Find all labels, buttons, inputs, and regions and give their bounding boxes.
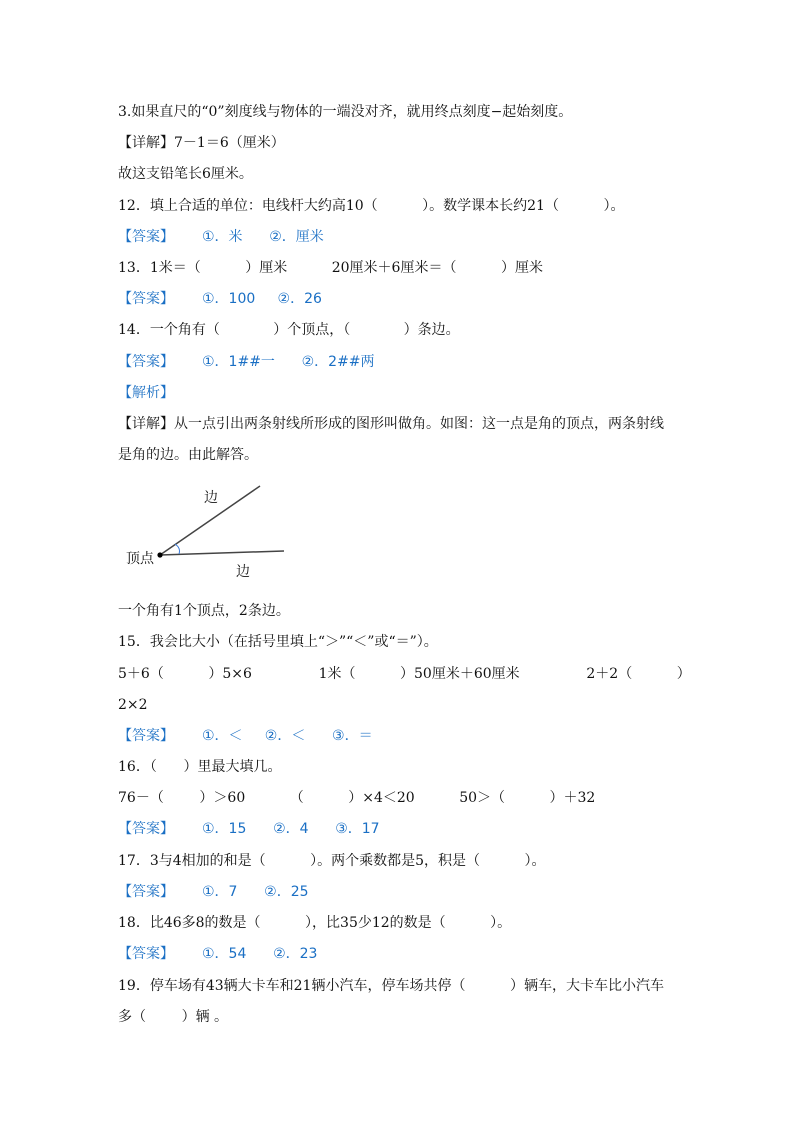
question-15: 15．我会比大小（在括号里填上“＞”“＜”或“＝”）。 xyxy=(118,634,438,650)
answer-17: ①．7 ②．25 xyxy=(202,884,309,900)
question-15-items: 5＋6（ ）5×6 1米（ ）50厘米＋60厘米 2＋2（ ） xyxy=(118,666,691,682)
answer-18: ①．54 ②．23 xyxy=(202,946,318,962)
text-line: 【详解】从一点引出两条射线所形成的图形叫做角。如图：这一点是角的顶点，两条射线 xyxy=(118,416,664,432)
question-18: 18．比46多8的数是（ ），比35少12的数是（ ）。 xyxy=(118,915,512,931)
side-label-top: 边 xyxy=(204,490,218,506)
answer-13: ①．100 ②．26 xyxy=(202,291,322,307)
text-line: 【详解】7－1＝6（厘米） xyxy=(118,135,285,151)
answer-label: 【答案】 xyxy=(118,946,174,962)
angle-diagram xyxy=(118,478,318,588)
question-14: 14．一个角有（ ）个顶点，（ ）条边。 xyxy=(118,322,460,338)
answer-label: 【答案】 xyxy=(118,728,174,744)
question-13: 13．1米＝（ ）厘米 20厘米＋6厘米＝（ ）厘米 xyxy=(118,260,543,276)
question-17: 17．3与4相加的和是（ ）。两个乘数都是5，积是（ ）。 xyxy=(118,853,546,869)
question-15-items: 2×2 xyxy=(118,697,148,713)
question-19-cont: 多（ ）辆 。 xyxy=(118,1009,229,1025)
answer-15: ①．＜ ②．＜ ③．＝ xyxy=(202,728,373,744)
vertex-label: 顶点 xyxy=(126,551,154,567)
text-line: 一个角有1个顶点，2条边。 xyxy=(118,603,290,619)
answer-label: 【答案】 xyxy=(118,821,174,837)
answer-12: ①．米 ②．厘米 xyxy=(202,229,324,245)
question-12: 12．填上合适的单位：电线杆大约高10（ ）。数学课本长约21（ ）。 xyxy=(118,198,625,214)
question-16-items: 76－（ ）＞60 （ ）×4＜20 50＞（ ）＋32 xyxy=(118,790,596,806)
text-line: 是角的边。由此解答。 xyxy=(118,447,258,463)
text-line: 3.如果直尺的“0”刻度线与物体的一端没对齐，就用终点刻度−起始刻度。 xyxy=(118,104,573,120)
vertex-dot xyxy=(157,552,162,557)
answer-label: 【答案】 xyxy=(118,229,174,245)
answer-label: 【答案】 xyxy=(118,291,174,307)
question-19: 19．停车场有43辆大卡车和21辆小汽车，停车场共停（ ）辆车，大卡车比小汽车 xyxy=(118,978,664,994)
answer-14: ①．1##一 ②．2##两 xyxy=(202,354,375,370)
answer-label: 【答案】 xyxy=(118,884,174,900)
answer-16: ①．15 ②．4 ③．17 xyxy=(202,821,380,837)
text-line: 故这支铅笔长6厘米。 xyxy=(118,166,253,182)
analysis-label: 【解析】 xyxy=(118,385,174,401)
side-label-bottom: 边 xyxy=(236,564,250,580)
answer-label: 【答案】 xyxy=(118,354,174,370)
question-16: 16．（ ）里最大填几。 xyxy=(118,759,282,775)
